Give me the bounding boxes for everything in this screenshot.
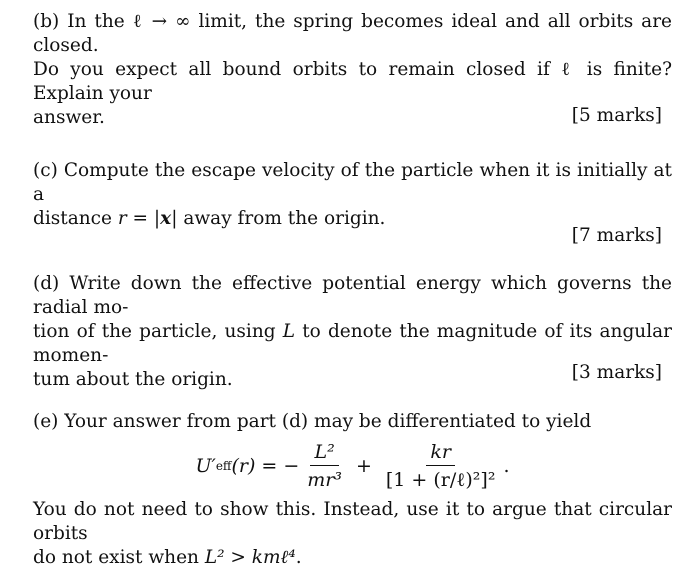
- part-d-marks: [3 marks]: [571, 362, 662, 383]
- part-d-line-3: tum about the origin.: [33, 369, 233, 390]
- distance-variable: r: [117, 208, 127, 229]
- part-d-line-2-pre: tion of the particle, using: [33, 321, 283, 342]
- part-b-line-2: Do you expect all bound orbits to remain closed if ℓ is finite? Explain your: [33, 59, 672, 104]
- part-e-line-3-post: .: [295, 547, 302, 568]
- part-c-marks: [7 marks]: [571, 225, 662, 246]
- position-vector: x: [160, 208, 172, 229]
- effective-potential-derivative-equation: U′ eff (r) = − $\frac{\text{L²}}{\text{mr³}}$ + $\frac{kr}{\text{[1 + (r/ℓ)²]²}}$ .: [195, 441, 510, 491]
- eq-fraction-1-numerator: L²: [310, 441, 338, 466]
- inequality-condition: L² > kmℓ⁴: [204, 547, 296, 568]
- eq-lhs: U′: [195, 455, 216, 477]
- eq-equals: =: [261, 455, 278, 477]
- part-c-line-2-pre: distance: [33, 208, 118, 229]
- part-e-line-3-pre: do not exist when: [33, 547, 205, 568]
- part-b-line-1: (b) In the ℓ → ∞ limit, the spring becomes ideal and all orbits are closed.: [33, 11, 672, 56]
- eq-fraction-2-denominator: [1 + (r/ℓ)²]²: [385, 469, 496, 491]
- part-d-line-2-post: to denote the magnitude of its angular momen-: [33, 321, 672, 366]
- part-c-line-2-eq: = |: [126, 208, 161, 229]
- part-c-line-1: (c) Compute the escape velocity of the particle when it is initially at a: [33, 160, 672, 205]
- angular-momentum-variable: L: [282, 321, 296, 342]
- part-c-line-2-post: | away from the origin.: [171, 208, 386, 229]
- eq-minus: −: [283, 455, 300, 477]
- part-b-line-3: answer.: [33, 107, 105, 128]
- eq-plus: +: [355, 455, 372, 477]
- eq-lhs-arg: (r): [231, 455, 256, 477]
- eq-end: .: [503, 455, 510, 477]
- part-e-line-3: [33, 546, 672, 570]
- eq-fraction-1-denominator: mr³: [307, 469, 342, 491]
- part-e: [33, 410, 672, 570]
- part-c: [33, 159, 672, 231]
- eq-fraction-1: [303, 441, 346, 491]
- part-e-line-2: You do not need to show this. Instead, use it to argue that circular orbits: [33, 499, 672, 544]
- part-b-marks: [5 marks]: [571, 105, 662, 126]
- part-e-line-1: (e) Your answer from part (d) may be differentiated to yield: [33, 411, 592, 432]
- part-d-line-1: (d) Write down the effective potential energy which governs the radial mo-: [33, 273, 672, 318]
- eq-fraction-2-numerator: kr: [426, 441, 455, 466]
- eq-fraction-2: [382, 441, 500, 491]
